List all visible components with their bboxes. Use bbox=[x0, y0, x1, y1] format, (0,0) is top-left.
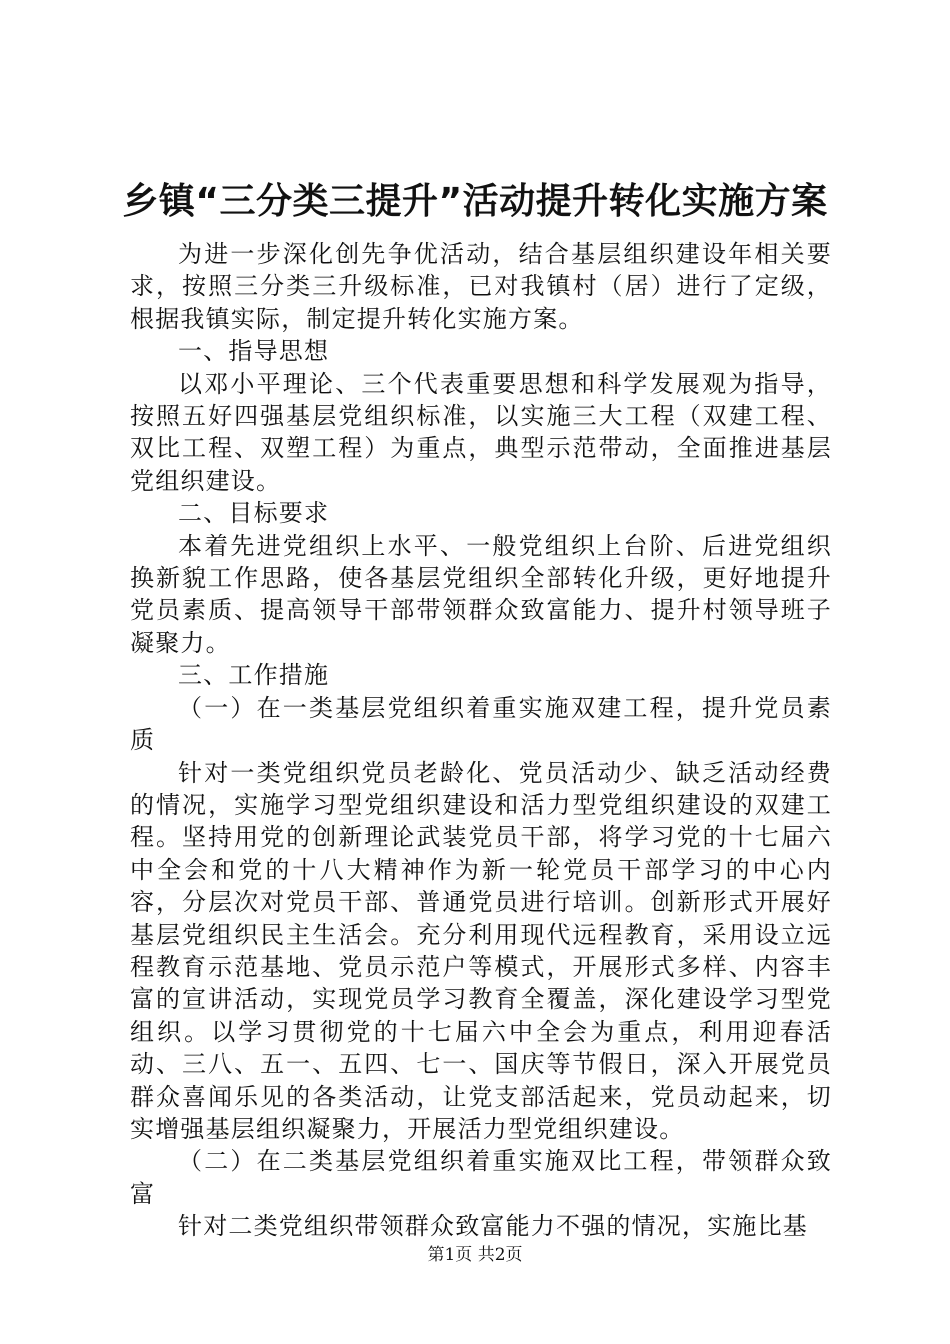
heading-goals: 二、目标要求 bbox=[178, 499, 330, 528]
paragraph-guiding-ideology: 以邓小平理论、三个代表重要思想和科学发展观为指导，按照五好四强基层党组织标准，以实施三大工程（双建工程、双比工程、双塑工程）为重点，典型示范带动，全面推进基层党组织建设。 bbox=[130, 369, 832, 495]
paragraph-intro: 为进一步深化创先争优活动，结合基层组织建设年相关要求，按照三分类三升级标准，已对我镇村（居）进行了定级，根据我镇实际，制定提升转化实施方案。 bbox=[130, 240, 832, 333]
subheading-measure-2: （二）在二类基层党组织着重实施双比工程，带领群众致富 bbox=[130, 1147, 832, 1208]
page-footer: 第1页 共2页 bbox=[427, 1245, 523, 1265]
paragraph-measure-1: 针对一类党组织党员老龄化、党员活动少、缺乏活动经费的情况，实施学习型党组织建设和活力型党组织建设的双建工程。坚持用党的创新理论武装党员干部，将学习党的十七届六中全会和党的十八大精神作为新一轮党员干部学习的中心内容，分层次对党员干部、普通党员进行培训。创新形式开展好基层党组织民主生活会。充分利用现代远程教育，采用设立远程教育示范基地、党员示范户等模式，开展形式多样、内容丰富的宣讲活动，实现党员学习教育全覆盖，深化建设学习型党组织。以学习贯彻党的十七届六中全会为重点，利用迎春活动、三八、五一、五四、七一、国庆等节假日，深入开展党员群众喜闻乐见的各类活动，让党支部活起来，党员动起来，切实增强基层组织凝聚力，开展活力型党组织建设。 bbox=[130, 758, 832, 1143]
document-title: 乡镇“三分类三提升”活动提升转化实施方案 bbox=[122, 181, 828, 222]
subheading-measure-1: （一）在一类基层党组织着重实施双建工程，提升党员素质 bbox=[130, 693, 832, 755]
heading-work-measures: 三、工作措施 bbox=[178, 661, 330, 690]
paragraph-goals: 本着先进党组织上水平、一般党组织上台阶、后进党组织换新貌工作思路，使各基层党组织全部转化升级，更好地提升党员素质、提高领导干部带领群众致富能力、提升村领导班子凝聚力。 bbox=[130, 531, 832, 657]
document-body bbox=[130, 238, 832, 1243]
heading-guiding-ideology: 一、指导思想 bbox=[178, 337, 330, 366]
paragraph-measure-2: 针对二类党组织带领群众致富能力不强的情况，实施比基 bbox=[178, 1212, 808, 1241]
